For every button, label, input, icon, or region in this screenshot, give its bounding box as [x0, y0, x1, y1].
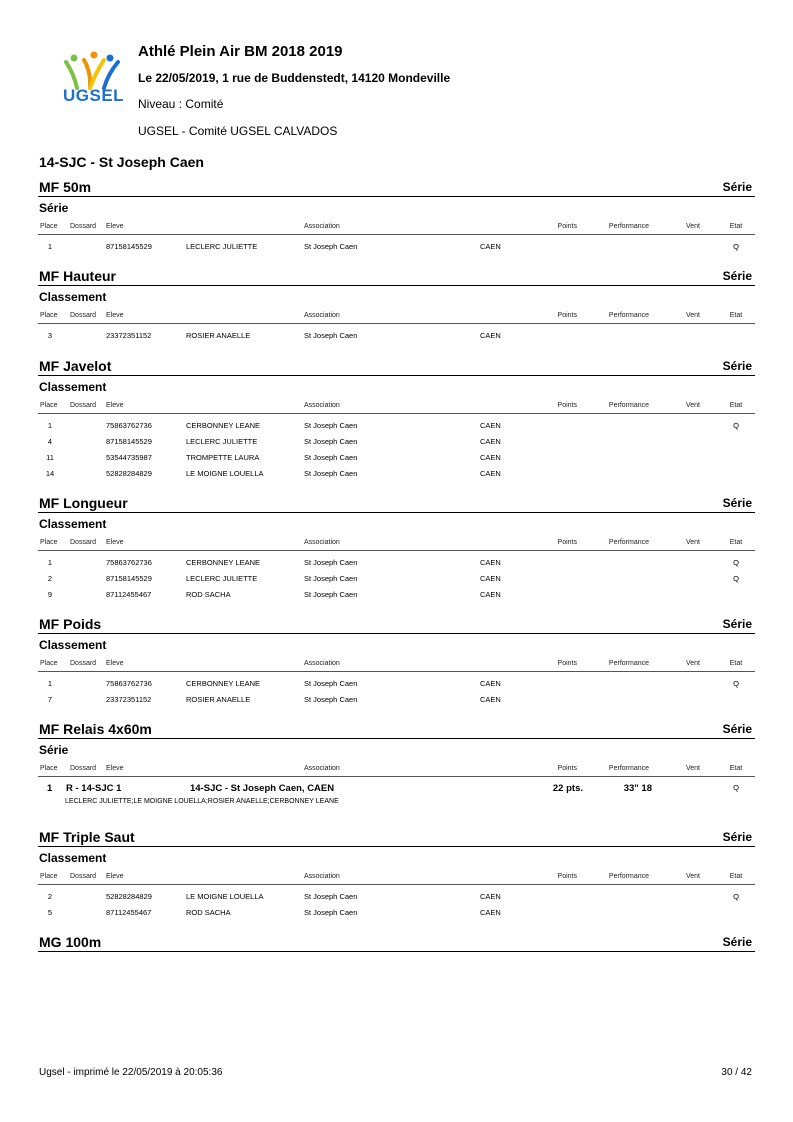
column-header-dossard: Dossard	[70, 539, 97, 546]
event-kind: Série	[722, 496, 752, 510]
column-header-etat: Etat	[729, 660, 743, 667]
city-cell: CAEN	[480, 469, 501, 478]
column-header-eleve: Eleve	[106, 223, 124, 230]
etat-cell: Q	[733, 242, 739, 251]
association-cell: St Joseph Caen	[304, 908, 358, 917]
footer-page-number: 30 / 42	[721, 1067, 752, 1078]
eleve-cell: ROSIER ANAELLE	[186, 695, 251, 704]
column-header-etat: Etat	[729, 223, 743, 230]
column-header-performance: Performance	[608, 539, 649, 546]
city-cell: CAEN	[480, 908, 501, 917]
etat-cell: Q	[733, 892, 739, 901]
relay-performance: 33" 18	[623, 783, 652, 794]
place-cell: 3	[47, 331, 53, 340]
section-subtitle: Classement	[39, 851, 107, 865]
section-subtitle: Série	[39, 201, 69, 215]
header-rule	[38, 550, 755, 551]
section-subtitle: Série	[39, 743, 69, 757]
club-title: 14-SJC - St Joseph Caen	[39, 154, 204, 170]
column-header-etat: Etat	[729, 312, 743, 319]
eleve-cell: LE MOIGNE LOUELLA	[186, 469, 264, 478]
place-cell: 1	[47, 421, 53, 430]
event-title: MF Javelot	[39, 358, 112, 374]
column-header-vent: Vent	[685, 660, 700, 667]
city-cell: CAEN	[480, 574, 501, 583]
place-cell: 9	[47, 590, 53, 599]
event-kind: Série	[722, 269, 752, 283]
header-rule	[38, 671, 755, 672]
city-cell: CAEN	[480, 421, 501, 430]
dossard-cell: 52828284829	[106, 892, 152, 901]
dossard-cell: 87158145529	[106, 242, 152, 251]
eleve-cell: ROD SACHA	[186, 590, 231, 599]
column-header-points: Points	[557, 402, 577, 409]
city-cell: CAEN	[480, 679, 501, 688]
etat-cell: Q	[733, 679, 739, 688]
dossard-cell: 75863762736	[106, 558, 152, 567]
document-title: Athlé Plein Air BM 2018 2019	[138, 43, 343, 60]
column-header-performance: Performance	[608, 223, 649, 230]
eleve-cell: LECLERC JULIETTE	[186, 437, 258, 446]
dossard-cell: 53544735987	[106, 453, 152, 462]
place-cell: 2	[47, 892, 53, 901]
eleve-cell: LECLERC JULIETTE	[186, 574, 258, 583]
etat-cell: Q	[733, 574, 739, 583]
column-header-dossard: Dossard	[70, 873, 97, 880]
header-rule	[38, 776, 755, 777]
event-kind: Série	[722, 830, 752, 844]
event-rule	[38, 196, 755, 197]
column-header-place: Place	[40, 660, 58, 667]
place-cell: 5	[47, 908, 53, 917]
event-title: MF 50m	[39, 179, 92, 195]
eleve-cell: CERBONNEY LEANE	[186, 421, 261, 430]
meeting-date-location: Le 22/05/2019, 1 rue de Buddenstedt, 14120 Mondeville	[138, 71, 451, 85]
column-header-etat: Etat	[729, 402, 743, 409]
eleve-cell: ROD SACHA	[186, 908, 231, 917]
column-header-association: Association	[304, 539, 340, 546]
dossard-cell: 87158145529	[106, 574, 152, 583]
header-rule	[38, 413, 755, 414]
column-header-dossard: Dossard	[70, 312, 97, 319]
committee: UGSEL - Comité UGSEL CALVADOS	[138, 124, 338, 138]
event-kind: Série	[722, 722, 752, 736]
column-header-performance: Performance	[608, 402, 649, 409]
column-header-eleve: Eleve	[106, 539, 124, 546]
eleve-cell: TROMPETTE LAURA	[186, 453, 260, 462]
city-cell: CAEN	[480, 558, 501, 567]
dossard-cell: 87158145529	[106, 437, 152, 446]
column-header-vent: Vent	[685, 539, 700, 546]
column-header-eleve: Eleve	[106, 765, 124, 772]
association-cell: St Joseph Caen	[304, 421, 358, 430]
column-header-association: Association	[304, 765, 340, 772]
place-cell: 14	[45, 469, 55, 478]
event-rule	[38, 375, 755, 376]
place-cell: 1	[47, 558, 53, 567]
column-header-dossard: Dossard	[70, 765, 97, 772]
relay-members: LECLERC JULIETTE;LE MOIGNE LOUELLA;ROSIER ANAELLE;CERBONNEY LEANE	[65, 798, 339, 805]
column-header-vent: Vent	[685, 312, 700, 319]
dossard-cell: 87112455467	[106, 908, 152, 917]
column-header-vent: Vent	[685, 223, 700, 230]
association-cell: St Joseph Caen	[304, 558, 358, 567]
place-cell: 11	[46, 453, 54, 462]
association-cell: St Joseph Caen	[304, 242, 358, 251]
footer-printed: Ugsel - imprimé le 22/05/2019 à 20:05:36	[39, 1067, 223, 1078]
event-title: MF Longueur	[39, 495, 128, 511]
eleve-cell: LECLERC JULIETTE	[186, 242, 258, 251]
column-header-vent: Vent	[685, 765, 700, 772]
eleve-cell: CERBONNEY LEANE	[186, 679, 261, 688]
dossard-cell: 87112455467	[106, 590, 152, 599]
eleve-cell: CERBONNEY LEANE	[186, 558, 261, 567]
event-title: MF Triple Saut	[39, 829, 135, 845]
column-header-dossard: Dossard	[70, 660, 97, 667]
event-rule	[38, 846, 755, 847]
association-cell: St Joseph Caen	[304, 331, 358, 340]
column-header-association: Association	[304, 402, 340, 409]
event-rule	[38, 285, 755, 286]
column-header-points: Points	[557, 223, 577, 230]
dossard-cell: 75863762736	[106, 421, 152, 430]
city-cell: CAEN	[480, 453, 501, 462]
event-title: MF Relais 4x60m	[39, 721, 152, 737]
dossard-cell: 52828284829	[106, 469, 152, 478]
column-header-association: Association	[304, 873, 340, 880]
association-cell: St Joseph Caen	[304, 590, 358, 599]
city-cell: CAEN	[480, 242, 501, 251]
association-cell: St Joseph Caen	[304, 679, 358, 688]
event-title: MG 100m	[39, 934, 102, 950]
association-cell: St Joseph Caen	[304, 453, 358, 462]
event-rule	[38, 951, 755, 952]
header-rule	[38, 323, 755, 324]
column-header-points: Points	[557, 873, 577, 880]
column-header-place: Place	[40, 223, 58, 230]
section-subtitle: Classement	[39, 638, 107, 652]
column-header-eleve: Eleve	[106, 312, 124, 319]
association-cell: St Joseph Caen	[304, 469, 358, 478]
event-rule	[38, 633, 755, 634]
association-cell: St Joseph Caen	[304, 892, 358, 901]
column-header-performance: Performance	[608, 873, 649, 880]
city-cell: CAEN	[480, 437, 501, 446]
relay-points: 22 pts.	[552, 783, 583, 794]
column-header-association: Association	[304, 660, 340, 667]
city-cell: CAEN	[480, 695, 501, 704]
column-header-place: Place	[40, 402, 58, 409]
event-kind: Série	[722, 180, 752, 194]
column-header-eleve: Eleve	[106, 402, 124, 409]
association-cell: St Joseph Caen	[304, 574, 358, 583]
header-rule	[38, 234, 755, 235]
header-rule	[38, 884, 755, 885]
relay-place: 1	[47, 783, 53, 794]
dossard-cell: 23372351152	[106, 331, 152, 340]
column-header-points: Points	[557, 765, 577, 772]
column-header-performance: Performance	[608, 660, 649, 667]
column-header-dossard: Dossard	[70, 223, 97, 230]
event-kind: Série	[722, 359, 752, 373]
city-cell: CAEN	[480, 892, 501, 901]
section-subtitle: Classement	[39, 290, 107, 304]
relay-team: R - 14-SJC 1	[66, 783, 122, 794]
relay-etat: Q	[733, 783, 739, 792]
column-header-performance: Performance	[608, 765, 649, 772]
column-header-etat: Etat	[729, 765, 743, 772]
logo-text: UGSEL	[63, 86, 125, 105]
section-subtitle: Classement	[39, 517, 107, 531]
column-header-eleve: Eleve	[106, 873, 124, 880]
column-header-place: Place	[40, 873, 58, 880]
column-header-association: Association	[304, 312, 340, 319]
column-header-eleve: Eleve	[106, 660, 124, 667]
association-cell: St Joseph Caen	[304, 437, 358, 446]
etat-cell: Q	[733, 558, 739, 567]
dossard-cell: 23372351152	[106, 695, 152, 704]
event-kind: Série	[722, 935, 752, 949]
column-header-vent: Vent	[685, 873, 700, 880]
section-subtitle: Classement	[39, 380, 107, 394]
event-rule	[38, 738, 755, 739]
column-header-place: Place	[40, 312, 58, 319]
column-header-etat: Etat	[729, 873, 743, 880]
column-header-association: Association	[304, 223, 340, 230]
event-kind: Série	[722, 617, 752, 631]
column-header-etat: Etat	[729, 539, 743, 546]
column-header-performance: Performance	[608, 312, 649, 319]
column-header-points: Points	[557, 660, 577, 667]
place-cell: 1	[47, 242, 53, 251]
level: Niveau : Comité	[138, 97, 224, 111]
event-rule	[38, 512, 755, 513]
eleve-cell: LE MOIGNE LOUELLA	[186, 892, 264, 901]
column-header-points: Points	[557, 539, 577, 546]
place-cell: 4	[47, 437, 53, 446]
dossard-cell: 75863762736	[106, 679, 152, 688]
city-cell: CAEN	[480, 331, 501, 340]
association-cell: St Joseph Caen	[304, 695, 358, 704]
column-header-vent: Vent	[685, 402, 700, 409]
etat-cell: Q	[733, 421, 739, 430]
event-title: MF Poids	[39, 616, 102, 632]
column-header-place: Place	[40, 765, 58, 772]
event-title: MF Hauteur	[39, 268, 116, 284]
column-header-place: Place	[40, 539, 58, 546]
column-header-dossard: Dossard	[70, 402, 97, 409]
place-cell: 1	[47, 679, 53, 688]
place-cell: 2	[47, 574, 53, 583]
relay-club: 14-SJC - St Joseph Caen, CAEN	[190, 783, 335, 794]
eleve-cell: ROSIER ANAELLE	[186, 331, 251, 340]
place-cell: 7	[47, 695, 53, 704]
city-cell: CAEN	[480, 590, 501, 599]
column-header-points: Points	[557, 312, 577, 319]
